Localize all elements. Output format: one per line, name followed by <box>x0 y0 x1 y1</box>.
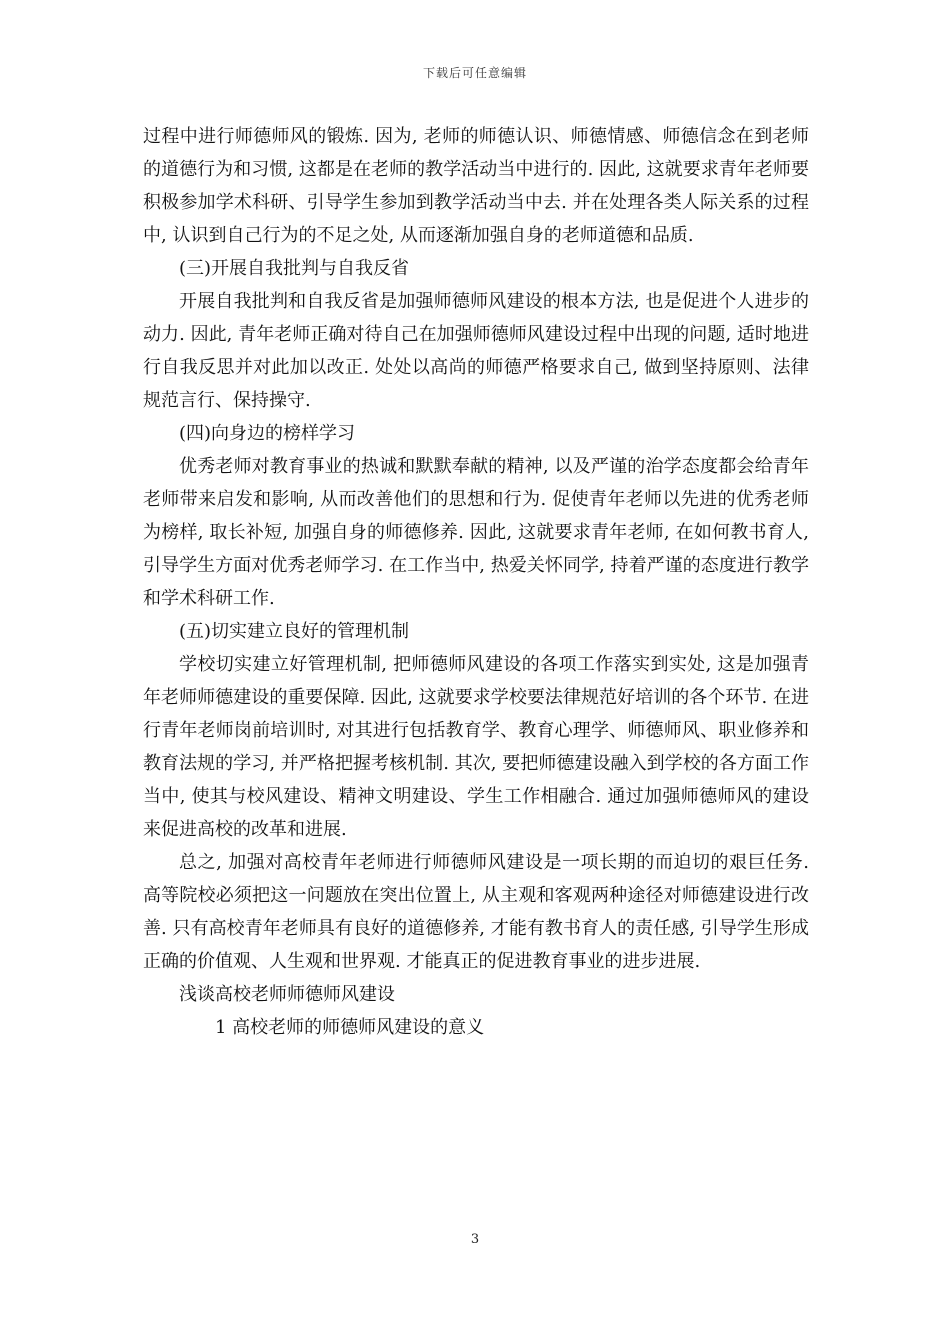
article-title: 浅谈高校老师师德师风建设 <box>179 984 395 1005</box>
page-number: 3 <box>470 1232 480 1247</box>
subsection-heading-1: 1 高校老师的师德师风建设的意义 <box>215 1017 485 1038</box>
paragraph-role-models: 优秀老师对教育事业的热诚和默默奉献的精神, 以及严谨的治学态度都会给青年老师带来启发和影响, 从而改善他们的思想和行为. 促使青年老师以先进的优秀老师为榜样, 取长补短, 加强自身的师德修养. 因此, 这就要求青年老师, 在如何教书育人, 引导学生方面对优秀老师学习. 在工作当中, 热爱关怀同学, 持着严谨的态度进行教学和学术科研工作. <box>143 456 809 609</box>
paragraph-self-criticism: 开展自我批判和自我反省是加强师德师风建设的根本方法, 也是促进个人进步的动力. 因此, 青年老师正确对待自己在加强师德师风建设过程中出现的问题, 适时地进行自我反思并对此加以改正. 处处以高尚的师德严格要求自己, 做到坚持原则、法律规范言行、保持操守. <box>143 291 809 411</box>
section-heading-5: (五)切实建立良好的管理机制 <box>179 621 410 642</box>
page-header: 下载后可任意编辑 <box>422 66 527 80</box>
document-body <box>143 120 809 1044</box>
section-heading-4: (四)向身边的榜样学习 <box>179 423 356 444</box>
paragraph-continuation: 过程中进行师德师风的锻炼. 因为, 老师的师德认识、师德情感、师德信念在到老师的道德行为和习惯, 这都是在老师的教学活动当中进行的. 因此, 这就要求青年老师要积极参加学术科研、引导学生参加到教学活动当中去. 并在处理各类人际关系的过程中, 认识到自己行为的不足之处, 从而逐渐加强自身的老师道德和品质. <box>143 126 809 246</box>
section-heading-3: (三)开展自我批判与自我反省 <box>179 258 410 279</box>
paragraph-management: 学校切实建立好管理机制, 把师德师风建设的各项工作落实到实处, 这是加强青年老师师德建设的重要保障. 因此, 这就要求学校要法律规范好培训的各个环节. 在进行青年老师岗前培训时, 对其进行包括教育学、教育心理学、师德师风、职业修养和教育法规的学习, 并严格把握考核机制. 其次, 要把师德建设融入到学校的各方面工作当中, 使其与校风建设、精神文明建设、学生工作相融合. 通过加强师德师风的建设来促进高校的改革和进展. <box>143 654 809 840</box>
paragraph-conclusion: 总之, 加强对高校青年老师进行师德师风建设是一项长期的而迫切的艰巨任务. 高等院校必须把这一问题放在突出位置上, 从主观和客观两种途径对师德建设进行改善. 只有高校青年老师具有良好的道德修养, 才能有教书育人的责任感, 引导学生形成正确的价值观、人生观和世界观. 才能真正的促进教育事业的进步进展. <box>143 852 809 972</box>
